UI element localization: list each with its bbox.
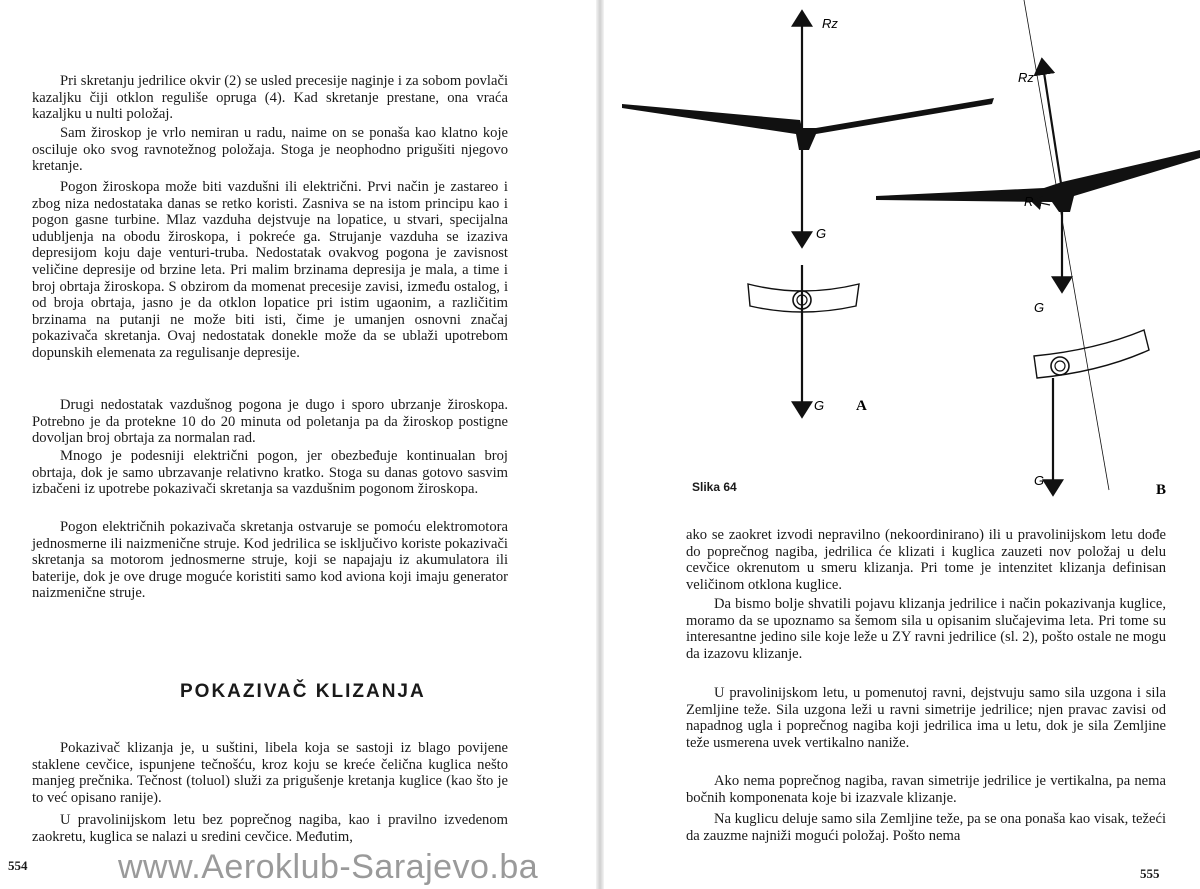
label-g: G bbox=[816, 226, 827, 241]
paragraph: U pravolinijskom letu bez poprečnog nagiba, kao i pravilno izvedenom zaokretu, kuglica se nalazi u sredini cevčice. Međutim, bbox=[32, 812, 508, 845]
paragraph: Na kuglicu deluje samo sila Zemljine teže, pa se ona ponaša kao visak, težeći da zauzme najniži mogući položaj. Pošto nema bbox=[686, 811, 1166, 844]
paragraph: Sam žiroskop je vrlo nemiran u radu, naime on se ponaša kao klatno koje osciluje oko svog ravnotežnog položaja. Stoga je neophodno prigušiti njegovo kretanje. bbox=[32, 125, 508, 175]
panel-label-a: A bbox=[856, 398, 867, 414]
label-g: G bbox=[1034, 300, 1045, 315]
label-rz: Rz bbox=[822, 16, 838, 31]
ball-b bbox=[1051, 357, 1069, 375]
paragraph: Pogon žiroskopa može biti vazdušni ili električni. Prvi način je zastareo i zbog niza nedostataka danas se retko koristi. Zasniva se na istom principu kao i pogon gasne turbine. Mlaz vazduha dejstvuje na lopatice, u stvari, specijalna udubljenja na obodu žiroskopa, i pokreće ga. Strujanje vazduha se izaziva depresijom koju daje venturi-truba. Nedostatak ovakvog pogona je zavisnost veličine depresije od brzine leta. Pri malim brzinama depresija je mala, a time i broj obrtaja žiroskopa. S obzirom da momenat precesije zavisi, između ostalog, i od broja obrtaja, jasno je da otklon lopatice pri istim ugaonim, a različitim brzinama na putanji ne može biti isti, čime je umanjen osnovni značaj pokazivača skretanja. Ovaj nedostatak donekle može da se ublaži upotrebom dopunskih elemenata za regulisanje depresije. bbox=[32, 179, 508, 361]
panel-a-diagram bbox=[622, 16, 994, 414]
glider-a bbox=[622, 98, 994, 150]
paragraph: Mnogo je podesniji električni pogon, jer obezbeđuje kontinualan broj obrtaja, dok je samo ubrzavanje relativno kratko. Stoga su danas gotovo sasvim izbačeni iz upotrebe pokazivači skretanja sa vazdušnim pogonom žiroskopa. bbox=[32, 448, 508, 498]
figure-caption: Slika 64 bbox=[692, 480, 737, 494]
inclinometer-tube-b bbox=[1034, 330, 1149, 378]
paragraph: Drugi nedostatak vazdušnog pogona je dugo i sporo ubrzanje žiroskopa. Potrebno je da protekne 10 do 20 minuta od poletanja pa da žiroskop postigne dovoljan broj obrtaja za normalan rad. bbox=[32, 397, 508, 447]
inclinometer-tube-a bbox=[748, 284, 859, 312]
paragraph: Ako nema poprečnog nagiba, ravan simetrije jedrilice je vertikalna, pa nema bočnih komponenata koje bi izazvale klizanje. bbox=[686, 773, 1166, 806]
label-g: G bbox=[814, 398, 825, 413]
resultant-vector-b bbox=[1036, 202, 1050, 205]
watermark: www.Aeroklub-Sarajevo.ba bbox=[118, 848, 539, 886]
panel-label-b: B bbox=[1156, 482, 1167, 498]
paragraph: Pogon električnih pokazivača skretanja ostvaruje se pomoću elektromotora jednosmerne ili naizmenične struje. Kod jedrilica se isključivo koriste pokazivači skretanja sa motorom jednosmerne struje, koji se napajaju iz akumulatora ili baterije, dok je ove druge moguće koristiti samo kod aviona koji imaju generator naizmenične struje. bbox=[32, 519, 508, 602]
right-page bbox=[604, 0, 1200, 889]
vertical-reference-line bbox=[1024, 0, 1109, 490]
panel-b-diagram bbox=[876, 0, 1200, 498]
left-page bbox=[0, 0, 596, 889]
paragraph: Pokazivač klizanja je, u suštini, libela koja se sastoji iz blago povijene staklene cevčice, ispunjene tečnošću, kroz koju se kreće čelična kuglica nešto manjeg prečnika. Tečnost (toluol) služi za prigušenje kretanja kuglice (kao što je to već opisano ranije). bbox=[32, 740, 508, 806]
page-number: 554 bbox=[8, 858, 28, 873]
figure-64 bbox=[604, 0, 1200, 510]
page-number: 555 bbox=[1140, 866, 1160, 881]
book-gutter bbox=[596, 0, 604, 889]
paragraph: ako se zaokret izvodi nepravilno (nekoordinirano) ili u pravolinijskom letu dođe do poprečnog nagiba, jedrilica će klizati i kuglica zauzeti nov položaj u delu cevčice okrenutom u smeru klizanja. Pri tome je intenzitet klizanja definisan veličinom otklona kuglice. bbox=[686, 527, 1166, 593]
label-g: G bbox=[1034, 473, 1045, 488]
paragraph: Da bismo bolje shvatili pojavu klizanja jedrilice i način pokazivanja kuglice, moramo da se upoznamo sa šemom sila u opisanim slučajevima leta. Pri tome su interesantne jedino sile koje leže u ZY ravni jedrilice (sl. 2), pošto ostale ne mogu da izazovu klizanje. bbox=[686, 596, 1166, 662]
label-rz: Rz bbox=[1018, 70, 1034, 85]
paragraph: U pravolinijskom letu, u pomenutoj ravni, dejstvuju samo sila uzgona i sila Zemljine teže. Sila uzgona leži u ravni simetrije jedrilice; njen pravac zavisi od napadnog ugla i poprečnog nagiba koji jedrilica ima u letu, dok je sila Zemljine teže usmerena uvek vertikalno naniže. bbox=[686, 685, 1166, 751]
paragraph: Pri skretanju jedrilice okvir (2) se usled precesije naginje i za sobom povlači kazaljku čiji otklon reguliše opruga (4). Kad skretanje prestane, ona vraća kazaljku u nulti položaj. bbox=[32, 73, 508, 123]
section-heading: POKAZIVAČ KLIZANJA bbox=[180, 681, 426, 702]
label-r: R bbox=[1024, 194, 1034, 209]
